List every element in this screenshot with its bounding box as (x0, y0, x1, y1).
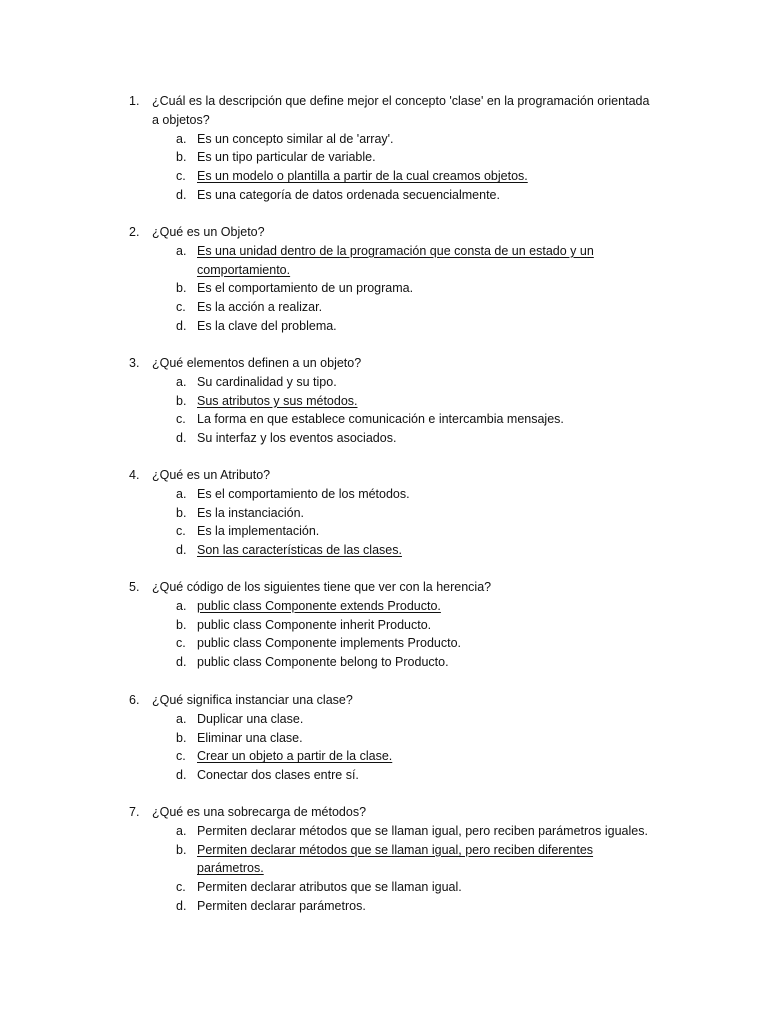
option-c (0, 522, 768, 541)
option-b-continued (0, 859, 768, 878)
option-letter: c. (176, 412, 186, 427)
question-text: ¿Qué código de los siguientes tiene que ver con la herencia? (152, 580, 492, 594)
option-letter: c. (176, 880, 186, 895)
option-text-underlined: Permiten declarar métodos que se llaman igual, pero reciben diferentes (197, 842, 594, 857)
question-1 (0, 92, 768, 205)
question-number: 1. (129, 94, 140, 108)
option-d (0, 186, 768, 205)
option-a-correct (0, 597, 768, 616)
question-text: ¿Qué significa instanciar una clase? (152, 693, 353, 707)
option-letter: d. (176, 431, 187, 446)
option-c-correct (0, 747, 768, 766)
option-text: Su cardinalidad y su tipo. (197, 374, 337, 389)
option-text-underlined: Crear un objeto a partir de la clase. (197, 749, 393, 764)
option-b (0, 504, 768, 523)
option-letter: d. (176, 543, 187, 558)
option-text: Permiten declarar métodos que se llaman igual, pero reciben parámetros iguales. (197, 823, 648, 838)
option-letter: d. (176, 187, 187, 202)
option-text: Es una categoría de datos ordenada secuencialmente. (197, 187, 500, 202)
option-c (0, 298, 768, 317)
question-text: ¿Cuál es la descripción que define mejor el concepto 'clase' en la programación orientada (152, 94, 650, 108)
option-text: Eliminar una clase. (197, 730, 303, 745)
option-letter: c. (176, 524, 186, 539)
option-text: Permiten declarar atributos que se llaman igual. (197, 880, 462, 895)
option-text: Conectar dos clases entre sí. (197, 768, 359, 783)
option-b-correct (0, 841, 768, 860)
option-a (0, 822, 768, 841)
option-d (0, 653, 768, 672)
option-letter: c. (176, 300, 186, 315)
option-text: public class Componente belong to Producto. (197, 655, 449, 670)
question-number: 5. (129, 580, 140, 594)
option-text: Permiten declarar parámetros. (197, 898, 366, 913)
option-text-underlined: Es un modelo o plantilla a partir de la cual creamos objetos. (197, 169, 528, 184)
option-text-underlined: Es una unidad dentro de la programación que consta de un estado y un (197, 243, 594, 258)
question-3 (0, 354, 768, 448)
option-c (0, 634, 768, 653)
question-6 (0, 691, 768, 785)
option-c-correct (0, 167, 768, 186)
option-a (0, 485, 768, 504)
option-text: Es un tipo particular de variable. (197, 150, 376, 165)
option-text-underlined-continued: comportamiento. (197, 262, 291, 277)
question-number: 3. (129, 356, 140, 370)
option-letter: b. (176, 617, 187, 632)
question-number: 6. (129, 693, 140, 707)
option-b (0, 148, 768, 167)
option-a (0, 373, 768, 392)
option-text: Es la instanciación. (197, 505, 305, 520)
question-number: 4. (129, 468, 140, 482)
option-d (0, 897, 768, 916)
option-text: Es la implementación. (197, 524, 320, 539)
option-d (0, 766, 768, 785)
option-letter: a. (176, 486, 187, 501)
option-letter: b. (176, 150, 187, 165)
option-d (0, 317, 768, 336)
question-number: 7. (129, 805, 140, 819)
option-b (0, 279, 768, 298)
option-text: Su interfaz y los eventos asociados. (197, 431, 397, 446)
question-text: ¿Qué es una sobrecarga de métodos? (152, 805, 367, 819)
option-letter: b. (176, 730, 187, 745)
option-letter: d. (176, 898, 187, 913)
option-letter: a. (176, 823, 187, 838)
option-a-correct (0, 242, 768, 261)
option-c (0, 878, 768, 897)
option-letter: c. (176, 169, 186, 184)
option-d-correct (0, 541, 768, 560)
option-b (0, 616, 768, 635)
question-text: ¿Qué es un Atributo? (152, 468, 271, 482)
option-letter: b. (176, 842, 187, 857)
option-a-continued (0, 261, 768, 280)
option-text: La forma en que establece comunicación e intercambia mensajes. (197, 412, 564, 427)
option-text: Es la acción a realizar. (197, 300, 323, 315)
option-text: Es la clave del problema. (197, 318, 337, 333)
option-letter: a. (176, 131, 187, 146)
option-letter: b. (176, 505, 187, 520)
option-d (0, 429, 768, 448)
option-text-underlined: Sus atributos y sus métodos. (197, 393, 358, 408)
question-text: ¿Qué es un Objeto? (152, 225, 265, 239)
option-text: Es un concepto similar al de 'array'. (197, 131, 394, 146)
option-text: Es el comportamiento de un programa. (197, 281, 414, 296)
option-letter: b. (176, 393, 187, 408)
option-a (0, 710, 768, 729)
option-text: public class Componente implements Producto. (197, 636, 462, 651)
option-letter: d. (176, 318, 187, 333)
option-letter: b. (176, 281, 187, 296)
question-4 (0, 466, 768, 560)
option-letter: a. (176, 598, 187, 613)
option-letter: a. (176, 243, 187, 258)
option-letter: c. (176, 636, 186, 651)
option-letter: c. (176, 749, 186, 764)
option-letter: a. (176, 711, 187, 726)
option-c (0, 410, 768, 429)
question-7 (0, 803, 768, 916)
question-text-continued: a objetos? (152, 112, 210, 127)
option-letter: d. (176, 768, 187, 783)
option-text-underlined-continued: parámetros. (197, 861, 264, 876)
option-text: Es el comportamiento de los métodos. (197, 486, 410, 501)
question-text: ¿Qué elementos definen a un objeto? (152, 356, 362, 370)
option-a (0, 130, 768, 149)
option-letter: d. (176, 655, 187, 670)
option-text-underlined: Son las características de las clases. (197, 543, 402, 558)
question-5 (0, 578, 768, 672)
option-letter: a. (176, 374, 187, 389)
option-text: Duplicar una clase. (197, 711, 304, 726)
question-number: 2. (129, 225, 140, 239)
option-text: public class Componente inherit Producto. (197, 617, 432, 632)
option-text-underlined: public class Componente extends Producto. (197, 598, 441, 613)
option-b-correct (0, 392, 768, 411)
option-b (0, 729, 768, 748)
question-2 (0, 223, 768, 336)
